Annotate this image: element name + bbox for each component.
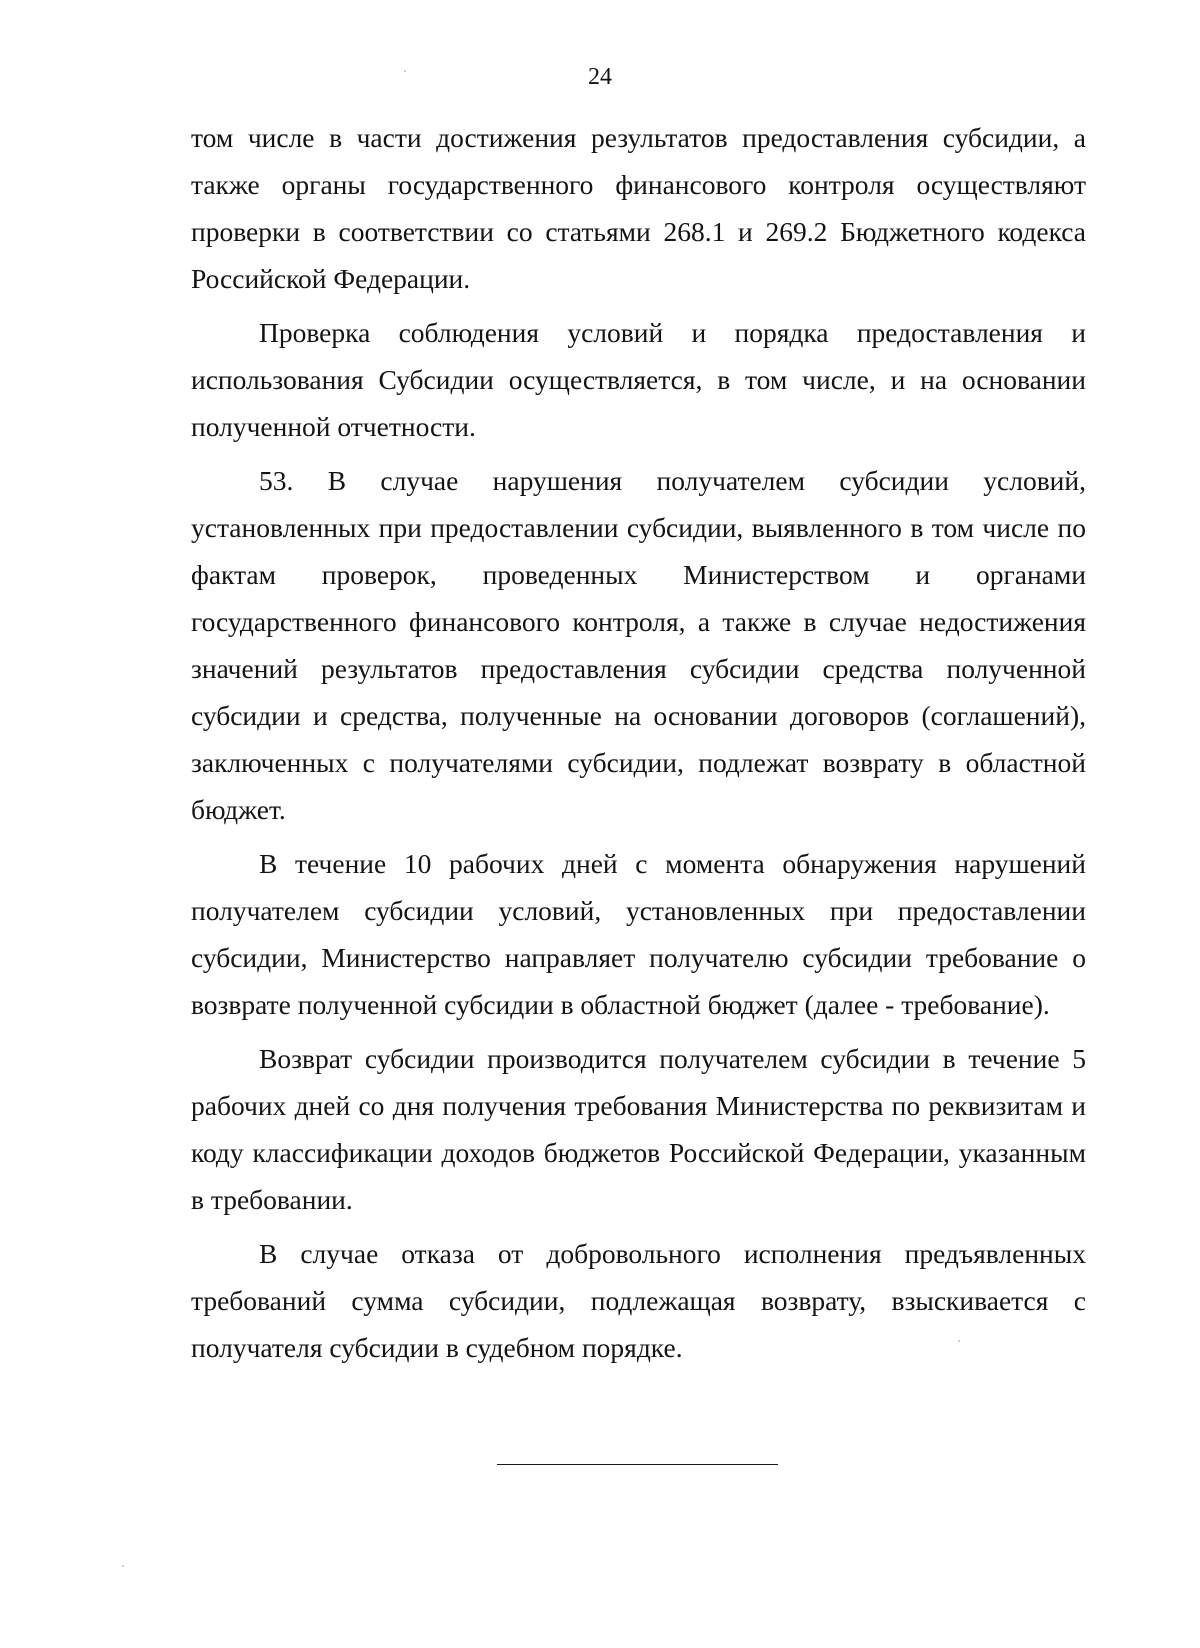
paragraph-court-recovery: В случае отказа от добровольного исполнения предъявленных требований сумма субсидии, подлежащая возврату, взыскивается с получателя субсидии в судебном порядке. bbox=[191, 1238, 1086, 1363]
paragraph-inspection: Проверка соблюдения условий и порядка предоставления и использования Субсидии осуществляется, в том числе, и на основании полученной отчетности. bbox=[191, 317, 1086, 442]
scan-speck bbox=[122, 1565, 124, 1567]
paragraph-clause-53: 53. В случае нарушения получателем субсидии условий, установленных при предоставлении субсидии, выявленного в том числе по фактам проверок, проведенных Министерством и органами государственного финансового контроля, а также в случае недостижения значений результатов предоставления субсидии средства полученной субсидии и средства, полученные на основании договоров (соглашений), заключенных с получателями субсидии, подлежат возврату в областной бюджет. bbox=[191, 465, 1086, 825]
paragraph-refund-terms: Возврат субсидии производится получателем субсидии в течение 5 рабочих дней со дня получения требования Министерства по реквизитам и коду классификации доходов бюджетов Российской Федерации, указанным в требовании. bbox=[191, 1043, 1086, 1215]
paragraph-continuation: том числе в части достижения результатов предоставления субсидии, а также органы государственного финансового контроля осуществляют проверки в соответствии со статьями 268.1 и 269.2 Бюджетного кодекса Российской Федерации. bbox=[191, 122, 1086, 294]
page-number: 24 bbox=[588, 64, 612, 90]
scan-speck bbox=[404, 70, 406, 72]
document-body bbox=[191, 114, 1086, 1371]
scan-speck bbox=[958, 1340, 960, 1342]
paragraph-demand-notice: В течение 10 рабочих дней с момента обнаружения нарушений получателем субсидии условий, установленных при предоставлении субсидии, Министерство направляет получателю субсидии требование о возврате полученной субсидии в областной бюджет (далее - требование). bbox=[191, 848, 1086, 1020]
end-of-document-rule bbox=[497, 1464, 778, 1465]
